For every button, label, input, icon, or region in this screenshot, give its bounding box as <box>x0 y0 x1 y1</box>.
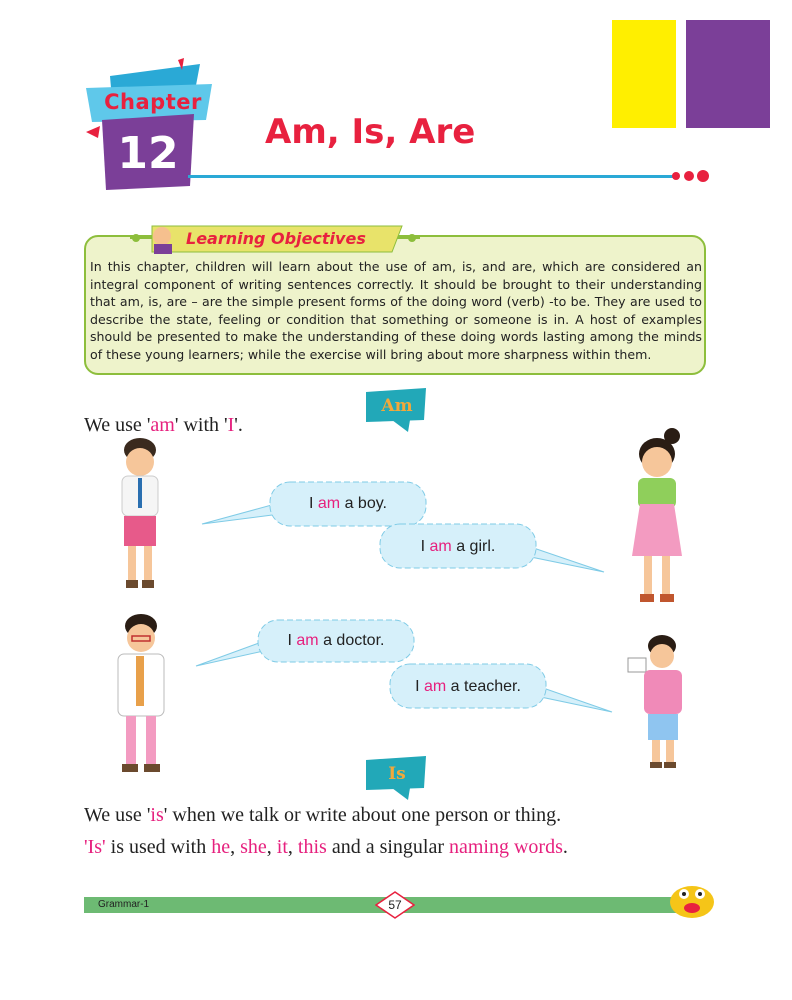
doctor-illustration <box>108 612 174 778</box>
bubble-text-girl: I am a girl. <box>420 538 496 555</box>
objectives-text: In this chapter, children will learn about the use of am, is, and are, which are considered an integral component of writing sentences correctly. It should be brought to their understanding that am, is, are – are the simple present forms of the doing word (verb) -to be. They are used to describe the state, feeling or condition that something or someone is in. A host of examples should be presented to make the understanding of these doing words lasting among the minds of these young learners; while the exercise will bring about more sharpness within them. <box>90 259 702 362</box>
objectives-title: Learning Objectives <box>186 229 366 248</box>
mascot-illustration <box>666 880 718 920</box>
am-rule-line: We use 'am' with 'I'. <box>84 414 243 436</box>
title-dot <box>697 170 709 182</box>
is-rule-line-2: 'Is' is used with he, she, it, this and a singular naming words. <box>84 836 568 858</box>
title-dot <box>672 172 680 180</box>
footer-book-title: Grammar-1 <box>98 899 150 910</box>
bubble-text-teacher: I am a teacher. <box>415 678 521 695</box>
chapter-label: Chapter <box>104 90 202 114</box>
page-number: 57 <box>388 898 402 912</box>
am-label: Am <box>381 396 413 416</box>
chapter-number: 12 <box>117 128 179 179</box>
is-rule-line-1: We use 'is' when we talk or write about one person or thing. <box>84 804 562 826</box>
is-label: Is <box>388 764 406 784</box>
decor-yellow-square <box>612 20 676 128</box>
girl-illustration <box>624 428 690 608</box>
teacher-illustration <box>626 634 692 770</box>
boy-illustration <box>110 436 170 596</box>
title-dot <box>684 171 694 181</box>
bubble-text-doctor: I am a doctor. <box>287 632 385 649</box>
bubble-text-boy: I am a boy. <box>309 495 387 512</box>
title-underline <box>188 175 674 178</box>
decor-purple-square <box>686 20 770 128</box>
page-title: Am, Is, Are <box>265 112 476 152</box>
